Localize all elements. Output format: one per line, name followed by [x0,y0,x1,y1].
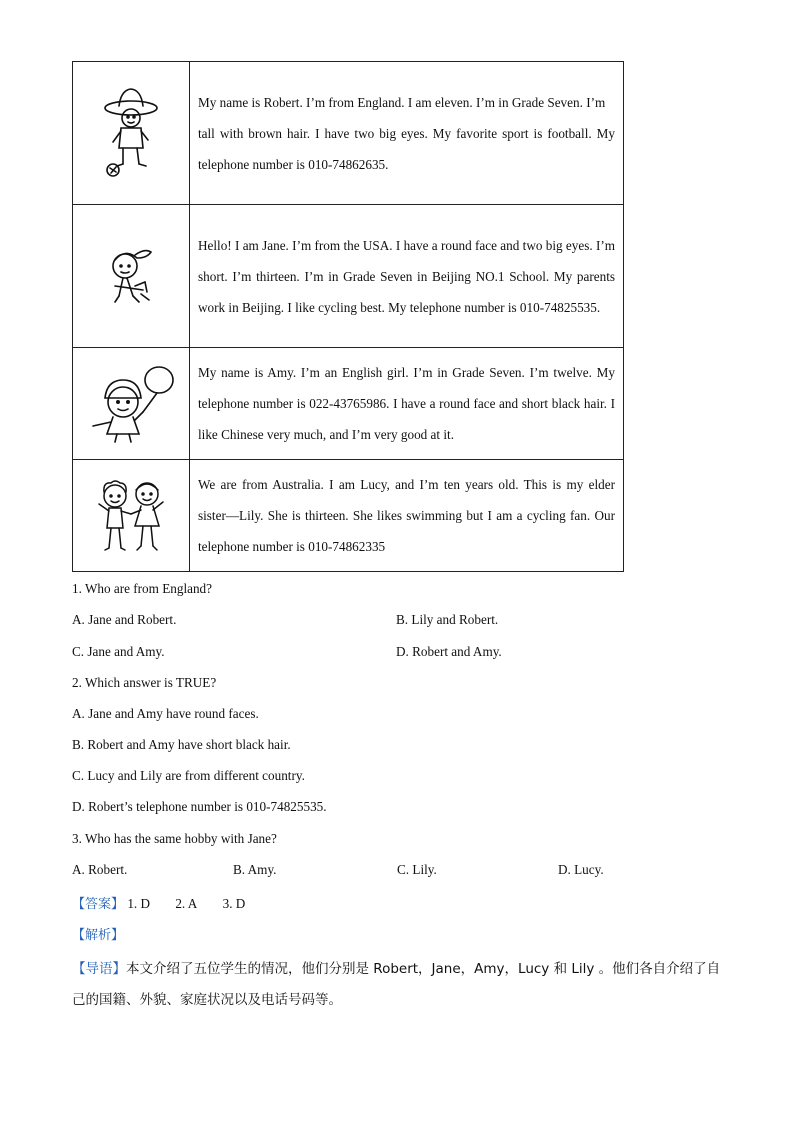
profile-line: My name is Amy. I’m an English girl. I’m in Grade Seven. I’m twelve. My telephone number is 022-43765986. I have a round face and short black hair. I like Chinese very much, and I’m very good at it. [198,365,615,442]
profile-line: We are from Australia. I am Lucy, and I’m ten years old. This is my elder sister—Lily. She is thirteen. She likes swimming but I am a cycling fan. Our telephone number is 010-74862335 [198,477,615,554]
answer-value: 2. A [175,896,198,911]
question-2-option-a: A. Jane and Amy have round faces. [72,706,259,721]
question-2-option-b: B. Robert and Amy have short black hair. [72,737,291,752]
answer-key [72,893,267,912]
question-2-option-c: C. Lucy and Lily are from different country. [72,768,305,783]
intro-label: 【导语】 [72,961,126,977]
question-3-option-d: D. Lucy. [558,862,604,877]
answer-value: 3. D [222,896,246,911]
question-1-option-c: C. Jane and Amy. [72,644,165,659]
two-children-icon [95,478,167,554]
analysis-label: 【解析】 [72,928,125,943]
profile-text-jane [190,205,624,348]
question-2-option-d: D. Robert’s telephone number is 010-74825535. [72,799,327,814]
profiles-table [72,61,624,572]
profile-row-jane [73,205,624,348]
boy-with-sombrero-and-football-icon [101,86,161,181]
profile-picture-cell [73,62,190,205]
profile-line: tall with brown hair. I have two big eyes. My favorite sport is football. My telephone number is 010-74862635. [198,125,615,172]
profile-row-lucy-lily [73,460,624,572]
question-3: 3. Who has the same hobby with Jane? [72,831,277,846]
intro-paragraph [72,954,732,1016]
profile-row-amy [73,348,624,460]
question-1: 1. Who are from England? [72,581,213,596]
question-1-option-d: D. Robert and Amy. [396,644,502,659]
question-2: 2. Which answer is TRUE? [72,675,217,690]
profile-text-robert [190,62,624,205]
profile-picture-cell [73,205,190,348]
answer-value: 1. D [127,896,151,911]
intro-text: 本文介绍了五位学生的情况，他们分别是 Robert，Jane，Amy，Lucy 和 Lily 。他们各自介绍了自己的国籍、外貌、家庭状况以及电话号码等。 [72,961,721,1008]
answer-label: 【答案】 [72,897,125,912]
question-3-option-b: B. Amy. [233,862,277,877]
profile-picture-cell [73,348,190,460]
question-1-option-a: A. Jane and Robert. [72,612,177,627]
question-3-option-a: A. Robert. [72,862,128,877]
profile-line: My name is Robert. I’m from England. I am eleven. I’m in Grade Seven. I’m [198,94,606,110]
profile-picture-cell [73,460,190,572]
profile-row-robert [73,62,624,205]
profile-text-amy [190,348,624,460]
profile-text-lucy-lily [190,460,624,572]
profile-line: Hello! I am Jane. I’m from the USA. I have a round face and two big eyes. I’m short. I’m thirteen. I’m in Grade Seven in Beijing NO.1 School. My parents work in Beijing. I like cycling best. My telephone number is 010-74825535. [198,237,615,315]
girl-with-ponytail-icon [105,246,157,306]
question-1-option-b: B. Lily and Robert. [396,612,499,627]
question-3-option-c: C. Lily. [397,862,437,877]
girl-with-balloon-icon [87,364,175,444]
